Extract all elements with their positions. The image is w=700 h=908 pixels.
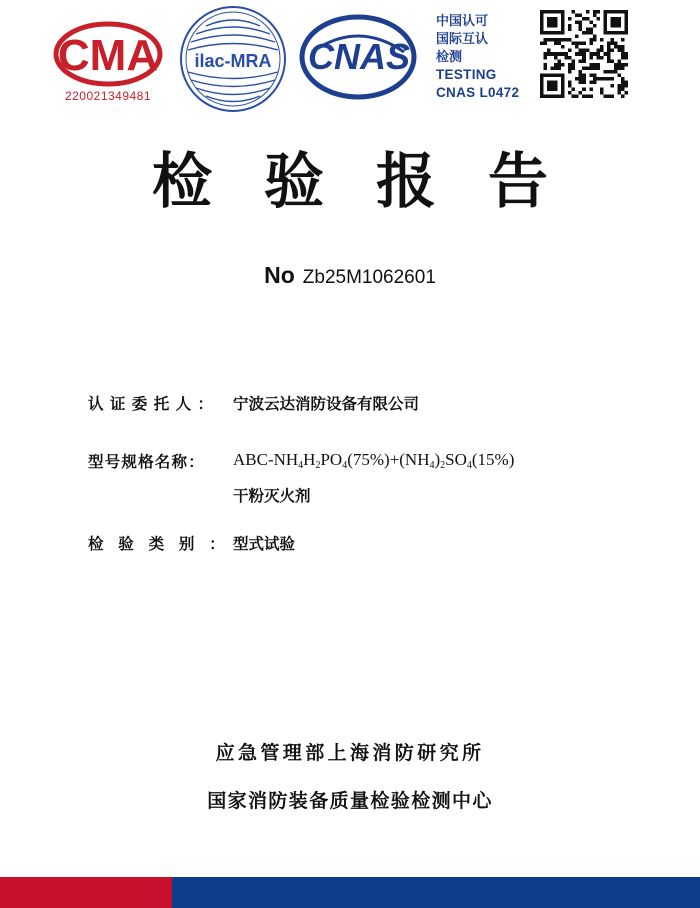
cnas-line-5: CNAS L0472	[436, 85, 520, 100]
product-name: 干粉灭火剂	[233, 487, 311, 505]
report-no-value: Zb25M1062601	[302, 267, 436, 288]
footer-band-red	[0, 877, 172, 908]
cnas-logo-text: CNAS	[307, 36, 411, 77]
qr-code	[540, 10, 628, 98]
issuing-org-1: 应急管理部上海消防研究所	[215, 742, 485, 764]
model-value: ABC-$NH_4H_2PO_4(75\%)+(NH_4)_2SO_4(15\%)$	[233, 450, 515, 471]
ilac-mra-logo	[178, 4, 288, 114]
cnas-line-2: 国际互认	[436, 31, 489, 46]
report-number-line	[0, 262, 700, 289]
client-label: 认证委托人：	[88, 395, 220, 413]
model-label: 型号规格名称：	[88, 453, 205, 471]
footer-band-blue	[172, 877, 700, 908]
issuing-org-2: 国家消防装备质量检验检测中心	[207, 790, 493, 812]
client-value: 宁波云达消防设备有限公司	[233, 395, 420, 413]
cnas-text-block	[436, 12, 536, 102]
cnas-line-1: 中国认可	[436, 13, 489, 28]
report-no-label: No	[264, 262, 295, 288]
ilac-logo-text: ilac-MRA	[194, 51, 272, 71]
cma-code: 220021349481	[64, 89, 152, 103]
cnas-logo	[298, 12, 420, 102]
cnas-line-4: TESTING	[436, 67, 497, 82]
inspection-type-value: 型式试验	[233, 535, 296, 553]
inspection-type-label: 检验类别：	[88, 535, 240, 553]
report-title: 检验报告	[152, 147, 600, 217]
cnas-line-3: 检测	[436, 49, 463, 64]
cma-logo-text: CMA	[57, 31, 159, 80]
